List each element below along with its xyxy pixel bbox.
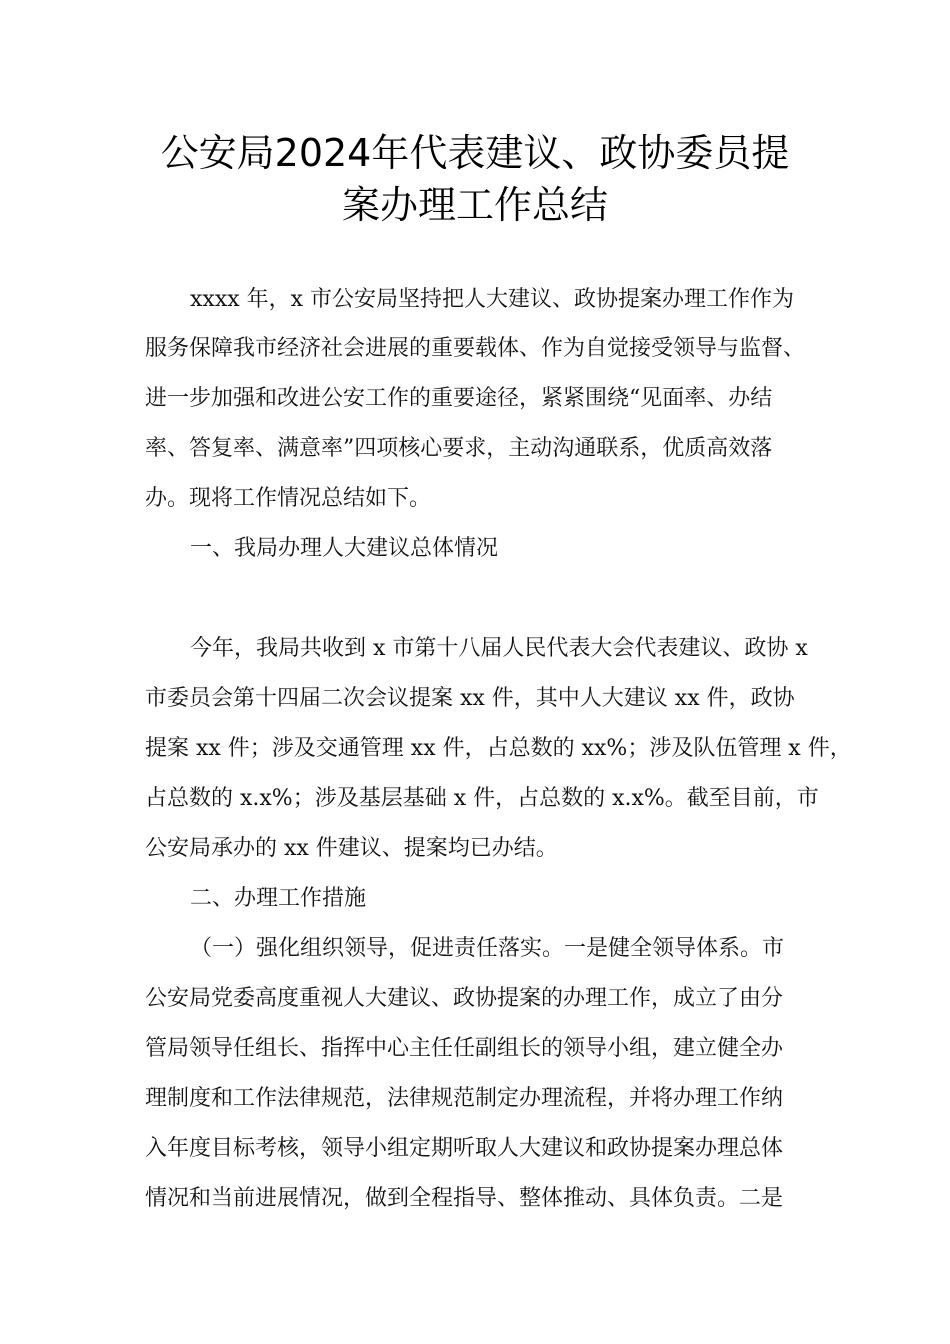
paragraph-line: 率、答复率、满意率”四项核心要求，主动沟通联系，优质高效落 [145,436,773,461]
paragraph-line: （一）强化组织领导，促进责任落实。一是健全领导体系。市 [190,936,785,961]
paragraph-line: 入年度目标考核，领导小组定期听取人大建议和政协提案办理总体 [145,1136,784,1161]
section-heading: 二、办理工作措施 [190,886,367,911]
paragraph-line: 办。现将工作情况总结如下。 [145,486,432,511]
paragraph-line: 管局领导任组长、指挥中心主任任副组长的领导小组，建立健全办 [145,1036,784,1061]
paragraph-line: 公安局承办的 xx 件建议、提案均已办结。 [145,836,558,861]
document-title-line-1: 公安局2024年代表建议、政协委员提 [160,131,790,175]
paragraph-line: xxxx 年，x 市公安局坚持把人大建议、政协提案办理工作作为 [190,287,795,312]
paragraph-line: 服务保障我市经济社会进展的重要载体、作为自觉接受领导与监督、 [145,336,806,361]
paragraph-line: 公安局党委高度重视人大建议、政协提案的办理工作，成立了由分 [145,986,784,1011]
paragraph-line: 今年，我局共收到 x 市第十八届人民代表大会代表建议、政协 x [190,636,808,661]
section-heading: 一、我局办理人大建议总体情况 [190,536,499,561]
paragraph-line: 进一步加强和改进公安工作的重要途径，紧紧围绕“见面率、办结 [145,386,773,411]
paragraph-line: 市委员会第十四届二次会议提案 xx 件，其中人大建议 xx 件，政协 [145,686,795,711]
paragraph-line: 提案 xx 件；涉及交通管理 xx 件，占总数的 xx%；涉及队伍管理 x 件， [145,736,852,761]
paragraph-line: 理制度和工作法律规范，法律规范制定办理流程，并将办理工作纳 [145,1086,784,1111]
paragraph-line: 情况和当前进展情况，做到全程指导、整体推动、具体负责。二是 [145,1186,784,1211]
paragraph-line: 占总数的 x.x%；涉及基层基础 x 件，占总数的 x.x%。截至目前，市 [145,786,819,811]
document-title-line-2: 案办理工作总结 [341,183,608,227]
